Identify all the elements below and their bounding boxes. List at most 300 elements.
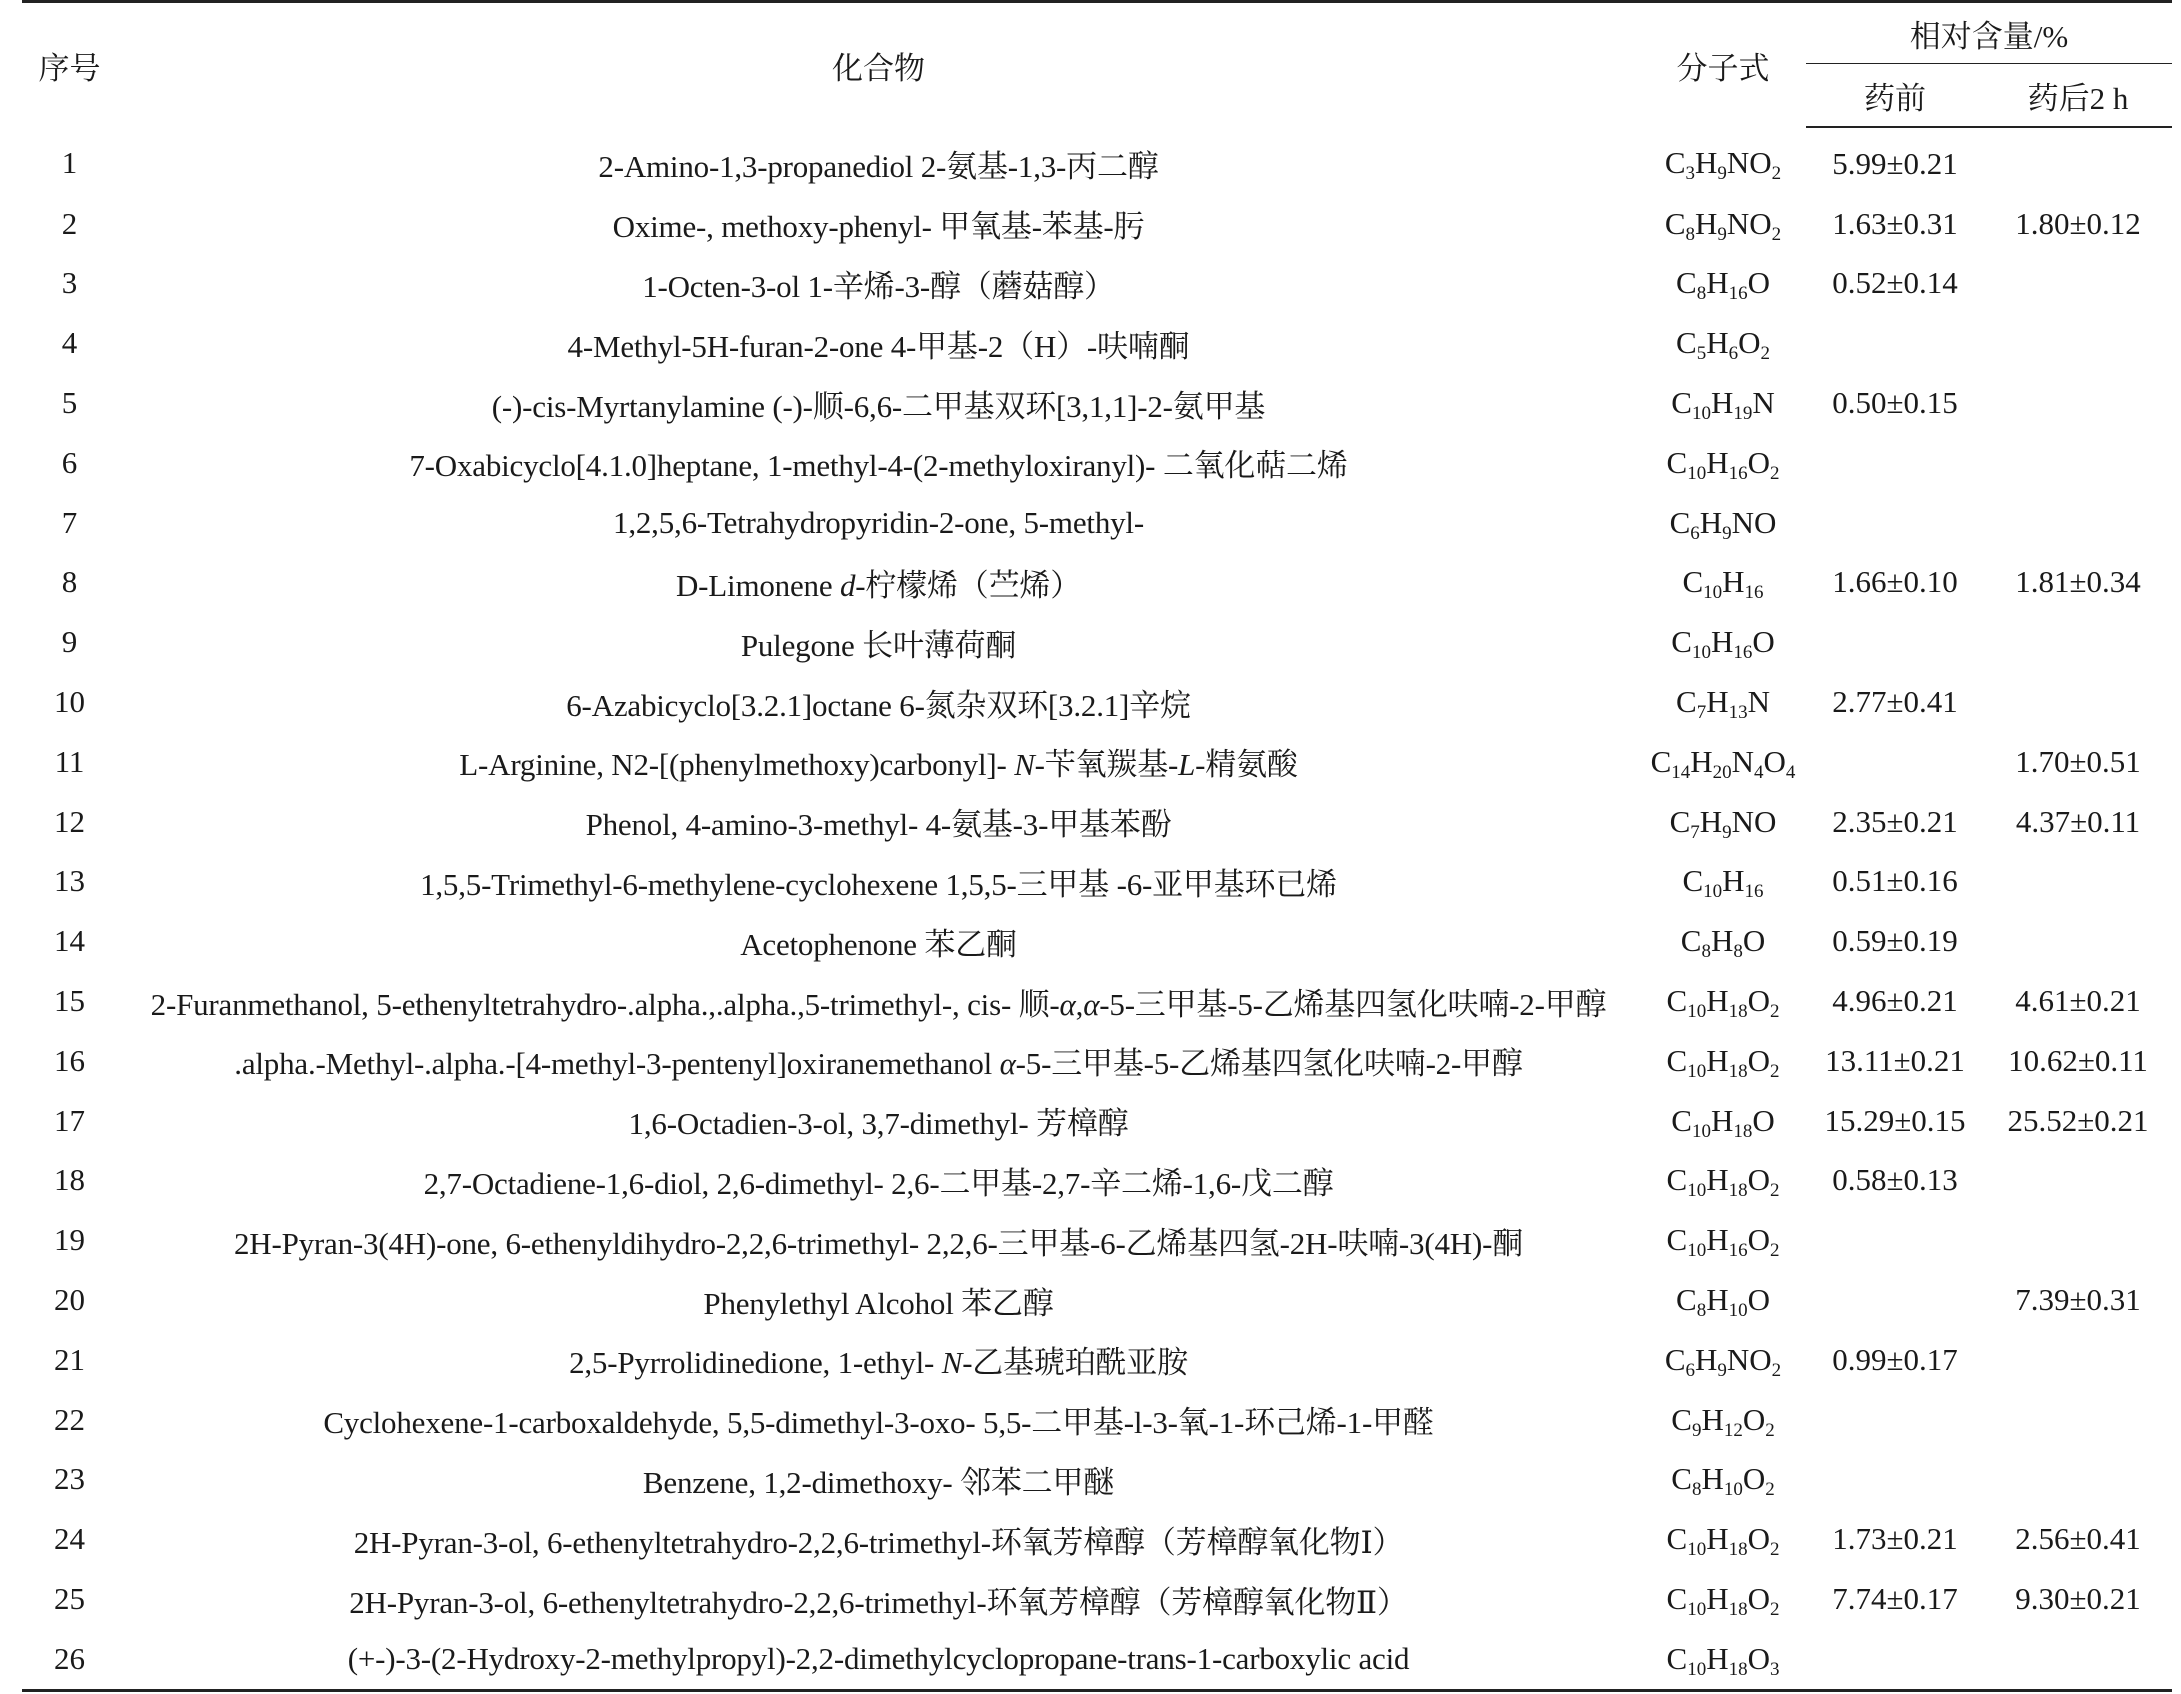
- compound-name-text: 2H-Pyran-3-ol, 6-ethenyltetrahydro-2,2,6-trimethyl-环氧芳樟醇（芳樟醇氧化物Ⅰ）: [353, 1524, 1404, 1560]
- formula-element: C: [1666, 983, 1688, 1019]
- compound-name-text: 1-Octen-3-ol 1-辛烯-3-醇（蘑菇醇）: [642, 268, 1115, 304]
- compound-name-text: Benzene, 1,2-dimethoxy- 邻苯二甲醚: [642, 1464, 1115, 1500]
- compound-name-text: -苄氧羰基-: [1034, 747, 1179, 783]
- formula-element: H: [1701, 1401, 1724, 1437]
- compound-name-text: Cyclohexene-1-carboxaldehyde, 5,5-dimethyl-3-oxo- 5,5-二甲基-l-3-氧-1-环己烯-1-甲醛: [323, 1405, 1434, 1441]
- compound-name-text: -精氨酸: [1195, 747, 1298, 783]
- compound-name-italic: N: [941, 1345, 963, 1381]
- compound-name-text: 2-Furanmethanol, 5-ethenyltetrahydro-.alpha.,.alpha.,5-trimethyl-, cis- 顺-: [150, 986, 1060, 1022]
- formula-subscript: 6: [1728, 343, 1739, 365]
- molecular-formula: [1640, 493, 1806, 553]
- molecular-formula: [1640, 732, 1806, 792]
- content-after: [1984, 1450, 2172, 1510]
- formula-subscript: 16: [1728, 283, 1748, 305]
- formula-element: C: [1666, 1640, 1688, 1676]
- formula-subscript: 18: [1728, 1180, 1748, 1202]
- table-row: [22, 493, 2172, 553]
- content-before: 1.63±0.31: [1832, 205, 1958, 241]
- table-row: [22, 1629, 2172, 1690]
- content-before: 7.74±0.17: [1832, 1581, 1958, 1617]
- formula-element: O: [1747, 444, 1770, 480]
- content-after: 7.39±0.31: [2015, 1282, 2141, 1318]
- molecular-formula: [1640, 672, 1806, 732]
- table-row: [22, 1330, 2172, 1390]
- compound-name-text: 7-Oxabicyclo[4.1.0]heptane, 1-methyl-4-(2-methyloxiranyl)- 二氧化萜二烯: [409, 448, 1348, 484]
- formula-subscript: 9: [1717, 223, 1727, 245]
- molecular-formula: [1640, 612, 1806, 672]
- content-after: 1.70±0.51: [2015, 743, 2141, 779]
- formula-element: C: [1669, 504, 1691, 540]
- content-before: [1806, 732, 1984, 792]
- formula-element: NO: [1726, 1341, 1772, 1377]
- molecular-formula: [1640, 1091, 1806, 1151]
- formula-element: C: [1666, 1222, 1688, 1258]
- row-number: 2: [61, 205, 78, 241]
- formula-element: H: [1710, 624, 1734, 660]
- formula-element: H: [1699, 803, 1723, 839]
- compound-name-text: 1,5,5-Trimethyl-6-methylene-cyclohexene 1,5,5-三甲基 -6-亚甲基环已烯: [420, 866, 1337, 902]
- compound-name-text: -5-三甲基-5-乙烯基四氢化呋喃-2-甲醇: [1099, 986, 1607, 1022]
- content-before: 0.50±0.15: [1832, 385, 1958, 421]
- formula-subscript: 4: [1785, 761, 1796, 783]
- row-number: 11: [54, 743, 85, 779]
- formula-subscript: 10: [1687, 1240, 1707, 1262]
- content-after: [1984, 1330, 2172, 1390]
- molecular-formula: [1640, 254, 1806, 314]
- formula-subscript: 8: [1701, 941, 1711, 963]
- compound-name: [117, 612, 1640, 672]
- compound-name: [117, 127, 1640, 194]
- compound-name: [117, 1569, 1640, 1629]
- formula-subscript: 9: [1717, 163, 1727, 185]
- content-after: [1984, 127, 2172, 194]
- formula-subscript: 10: [1687, 462, 1707, 484]
- molecular-formula: [1640, 1270, 1806, 1330]
- content-before: 4.96±0.21: [1832, 983, 1958, 1019]
- content-before: [1806, 612, 1984, 672]
- formula-subscript: 8: [1696, 283, 1707, 305]
- compound-name-text: -5-三甲基-5-乙烯基四氢化呋喃-2-甲醇: [1015, 1046, 1523, 1082]
- formula-element: N: [1747, 684, 1770, 720]
- formula-element: H: [1690, 743, 1713, 779]
- formula-element: N: [1752, 385, 1775, 421]
- compound-name-text: ,: [1075, 986, 1084, 1022]
- formula-subscript: 2: [1769, 1599, 1780, 1621]
- formula-subscript: 10: [1687, 1658, 1707, 1680]
- formula-element: C: [1664, 205, 1686, 241]
- formula-subscript: 10: [1703, 582, 1723, 604]
- compound-name-italic: α: [1083, 986, 1100, 1022]
- formula-subscript: 2: [1760, 343, 1770, 365]
- formula-element: NO: [1726, 205, 1772, 241]
- row-number: 26: [22, 1629, 117, 1690]
- formula-element: O: [1752, 1102, 1775, 1138]
- formula-subscript: 8: [1685, 223, 1695, 245]
- header-compound: 化合物: [117, 2, 1640, 128]
- compound-name-italic: d: [839, 567, 856, 603]
- formula-element: H: [1706, 983, 1729, 1019]
- compound-name: [117, 1390, 1640, 1450]
- table-row: [22, 433, 2172, 493]
- row-number: 6: [61, 444, 78, 480]
- formula-element: H: [1706, 1042, 1729, 1078]
- compound-name: [117, 1629, 1640, 1690]
- molecular-formula: [1640, 1509, 1806, 1569]
- content-before: 0.52±0.14: [1832, 265, 1958, 301]
- formula-element: O: [1763, 743, 1786, 779]
- formula-subscript: 2: [1769, 1180, 1780, 1202]
- molecular-formula: [1640, 373, 1806, 433]
- content-after: 9.30±0.21: [2015, 1581, 2141, 1617]
- content-after: [1984, 911, 2172, 971]
- formula-element: H: [1706, 325, 1729, 361]
- formula-subscript: 16: [1728, 462, 1748, 484]
- content-before: [1806, 433, 1984, 493]
- formula-element: C: [1682, 863, 1704, 899]
- row-number: 22: [54, 1401, 85, 1437]
- formula-element: H: [1706, 265, 1729, 301]
- compound-name-italic: α: [999, 1046, 1016, 1082]
- formula-subscript: 10: [1691, 403, 1711, 425]
- formula-subscript: 2: [1771, 223, 1782, 245]
- formula-element: O: [1747, 1162, 1770, 1198]
- formula-element: H: [1706, 1282, 1729, 1318]
- formula-element: O: [1738, 325, 1761, 361]
- formula-element: H: [1699, 504, 1723, 540]
- formula-element: C: [1671, 624, 1692, 660]
- formula-subscript: 20: [1712, 761, 1732, 783]
- compound-name: [117, 911, 1640, 971]
- formula-element: H: [1722, 863, 1745, 899]
- compound-name: [117, 732, 1640, 792]
- table-row: [22, 1270, 2172, 1330]
- compound-name: [117, 254, 1640, 314]
- compound-name: [117, 1270, 1640, 1330]
- formula-element: C: [1671, 1401, 1692, 1437]
- row-number: 9: [61, 624, 78, 660]
- formula-subscript: 12: [1723, 1419, 1743, 1441]
- formula-subscript: 9: [1717, 1359, 1727, 1381]
- table-row: [22, 852, 2172, 912]
- formula-subscript: 2: [1771, 163, 1782, 185]
- table-row: [22, 1151, 2172, 1211]
- row-number: 24: [54, 1521, 85, 1557]
- formula-subscript: 18: [1728, 1060, 1748, 1082]
- table-row: [22, 127, 2172, 194]
- compound-name-text: 1,6-Octadien-3-ol, 3,7-dimethyl- 芳樟醇: [628, 1106, 1129, 1142]
- formula-subscript: 10: [1723, 1479, 1743, 1501]
- formula-element: C: [1676, 1282, 1697, 1318]
- formula-element: C: [1669, 803, 1691, 839]
- formula-element: H: [1710, 385, 1734, 421]
- formula-subscript: 10: [1703, 881, 1723, 903]
- formula-element: O: [1747, 1640, 1770, 1676]
- formula-subscript: 19: [1733, 403, 1753, 425]
- content-before: 2.35±0.21: [1832, 803, 1958, 839]
- formula-element: O: [1747, 1581, 1770, 1617]
- formula-subscript: 9: [1722, 522, 1732, 544]
- formula-element: O: [1742, 1401, 1766, 1437]
- molecular-formula: [1640, 1569, 1806, 1629]
- formula-element: C: [1666, 444, 1688, 480]
- header-relative-content: 相对含量/%: [1806, 2, 2172, 64]
- table-row: [22, 1569, 2172, 1629]
- compound-name-text: Phenol, 4-amino-3-methyl- 4-氨基-3-甲基苯酚: [585, 807, 1172, 843]
- formula-subscript: 10: [1691, 642, 1711, 664]
- compound-name: [117, 553, 1640, 613]
- formula-element: NO: [1731, 803, 1777, 839]
- content-after: 4.37±0.11: [2015, 803, 2141, 839]
- compound-name-text: 6-Azabicyclo[3.2.1]octane 6-氮杂双环[3.2.1]辛烷: [566, 687, 1191, 723]
- molecular-formula: [1640, 792, 1806, 852]
- header-after: 药后2 h: [1984, 64, 2172, 128]
- compound-name-italic: α: [1059, 986, 1076, 1022]
- formula-subscript: 7: [1690, 821, 1700, 843]
- content-before: [1806, 493, 1984, 553]
- formula-element: C: [1671, 1461, 1692, 1497]
- compound-name-italic: N: [1014, 747, 1035, 783]
- content-before: [1806, 1390, 1984, 1450]
- compound-name: [117, 852, 1640, 912]
- compound-name: [117, 1210, 1640, 1270]
- formula-subscript: 10: [1687, 1060, 1707, 1082]
- formula-element: H: [1710, 923, 1734, 959]
- molecular-formula: [1640, 971, 1806, 1031]
- content-after: [1984, 612, 2172, 672]
- compound-name: [117, 1091, 1640, 1151]
- row-number: 16: [54, 1042, 85, 1078]
- formula-subscript: 9: [1722, 821, 1732, 843]
- formula-subscript: 18: [1733, 1120, 1753, 1142]
- formula-element: H: [1710, 1102, 1734, 1138]
- content-after: [1984, 1629, 2172, 1690]
- compound-name-text: -乙基琥珀酰亚胺: [962, 1345, 1188, 1381]
- row-number: 12: [54, 803, 85, 839]
- formula-element: O: [1752, 624, 1775, 660]
- compound-name-text: 2,5-Pyrrolidinedione, 1-ethyl-: [569, 1345, 942, 1381]
- compound-name: [117, 792, 1640, 852]
- formula-element: C: [1676, 265, 1697, 301]
- content-before: 0.58±0.13: [1832, 1162, 1958, 1198]
- formula-subscript: 2: [1769, 1001, 1780, 1023]
- molecular-formula: [1640, 1031, 1806, 1091]
- molecular-formula: [1640, 1629, 1806, 1690]
- formula-element: C: [1666, 1581, 1688, 1617]
- formula-element: H: [1695, 1341, 1718, 1377]
- content-before: 15.29±0.15: [1824, 1102, 1966, 1138]
- formula-subscript: 2: [1769, 1060, 1780, 1082]
- formula-element: O: [1742, 923, 1766, 959]
- molecular-formula: [1640, 127, 1806, 194]
- formula-subscript: 16: [1728, 1240, 1748, 1262]
- content-before: [1806, 1210, 1984, 1270]
- formula-subscript: 3: [1769, 1658, 1780, 1680]
- formula-subscript: 10: [1687, 1001, 1707, 1023]
- formula-element: H: [1695, 205, 1718, 241]
- formula-element: C: [1664, 145, 1686, 181]
- formula-subscript: 10: [1691, 1120, 1711, 1142]
- compound-name-text: 4-Methyl-5H-furan-2-one 4-甲基-2（H）-呋喃酮: [567, 328, 1190, 364]
- row-number: 14: [54, 923, 85, 959]
- formula-element: C: [1671, 1102, 1692, 1138]
- row-number: 10: [54, 684, 85, 720]
- content-after: 2.56±0.41: [2015, 1521, 2141, 1557]
- formula-element: H: [1706, 1162, 1729, 1198]
- table-row: [22, 194, 2172, 254]
- compound-name-text: Oxime-, methoxy-phenyl- 甲氧基-苯基-肟: [612, 209, 1145, 245]
- table-row: [22, 911, 2172, 971]
- table-row: [22, 373, 2172, 433]
- formula-element: H: [1722, 564, 1745, 600]
- formula-element: NO: [1731, 504, 1777, 540]
- molecular-formula: [1640, 313, 1806, 373]
- table-body: [22, 127, 2172, 1690]
- formula-subscript: 5: [1696, 343, 1707, 365]
- formula-element: C: [1666, 1521, 1688, 1557]
- compound-name: [117, 672, 1640, 732]
- formula-subscript: 7: [1696, 702, 1707, 724]
- formula-subscript: 8: [1733, 941, 1743, 963]
- compound-name-text: Acetophenone 苯乙酮: [740, 926, 1017, 962]
- formula-subscript: 14: [1671, 761, 1691, 783]
- formula-element: O: [1747, 1521, 1770, 1557]
- formula-element: H: [1706, 1222, 1729, 1258]
- content-before: [1806, 1270, 1984, 1330]
- content-before: 5.99±0.21: [1832, 145, 1958, 181]
- formula-element: C: [1671, 385, 1692, 421]
- formula-element: H: [1706, 444, 1729, 480]
- formula-element: C: [1650, 743, 1672, 779]
- content-after: [1984, 313, 2172, 373]
- row-number: 21: [54, 1341, 85, 1377]
- compound-name: [117, 194, 1640, 254]
- compound-name: [117, 1450, 1640, 1510]
- formula-element: O: [1742, 1461, 1766, 1497]
- content-after: [1984, 493, 2172, 553]
- content-after: [1984, 373, 2172, 433]
- formula-subscript: 10: [1728, 1300, 1748, 1322]
- table-row: [22, 553, 2172, 613]
- compound-name-text: 2H-Pyran-3-ol, 6-ethenyltetrahydro-2,2,6-trimethyl-环氧芳樟醇（芳樟醇氧化物Ⅱ）: [349, 1584, 1408, 1620]
- compound-name: [117, 493, 1640, 553]
- table-row: [22, 732, 2172, 792]
- table-row: [22, 1210, 2172, 1270]
- content-after: 4.61±0.21: [2015, 983, 2141, 1019]
- table-row: [22, 254, 2172, 314]
- formula-subscript: 3: [1685, 163, 1695, 185]
- compound-name-text: 2,7-Octadiene-1,6-diol, 2,6-dimethyl- 2,6-二甲基-2,7-辛二烯-1,6-戊二醇: [423, 1165, 1334, 1201]
- row-number: 19: [54, 1222, 85, 1258]
- compound-name-text: 2-Amino-1,3-propanediol 2-氨基-1,3-丙二醇: [598, 148, 1159, 184]
- formula-element: C: [1676, 684, 1697, 720]
- compound-name-text: -柠檬烯（苎烯）: [855, 567, 1081, 603]
- row-number: 3: [61, 265, 78, 301]
- formula-element: H: [1706, 1581, 1729, 1617]
- compound-name: [117, 1509, 1640, 1569]
- formula-subscript: 9: [1691, 1419, 1702, 1441]
- content-after: [1984, 254, 2172, 314]
- formula-subscript: 8: [1691, 1479, 1702, 1501]
- formula-element: H: [1701, 1461, 1724, 1497]
- formula-subscript: 18: [1728, 1001, 1748, 1023]
- formula-element: H: [1706, 684, 1729, 720]
- table-row: [22, 1091, 2172, 1151]
- molecular-formula: [1640, 911, 1806, 971]
- compound-name: [117, 433, 1640, 493]
- molecular-formula: [1640, 553, 1806, 613]
- table-row: [22, 313, 2172, 373]
- content-before: 13.11±0.21: [1825, 1042, 1965, 1078]
- table-row: [22, 1390, 2172, 1450]
- header-before: 药前: [1806, 64, 1984, 128]
- formula-element: H: [1695, 145, 1718, 181]
- formula-subscript: 2: [1765, 1479, 1775, 1501]
- molecular-formula: [1640, 194, 1806, 254]
- formula-subscript: 2: [1769, 1539, 1780, 1561]
- table-header: [22, 2, 2172, 128]
- formula-element: H: [1706, 1521, 1729, 1557]
- formula-element: C: [1666, 1042, 1688, 1078]
- formula-element: O: [1747, 1282, 1770, 1318]
- content-after: [1984, 1210, 2172, 1270]
- formula-subscript: 2: [1769, 462, 1780, 484]
- formula-subscript: 10: [1687, 1599, 1707, 1621]
- content-after: [1984, 852, 2172, 912]
- content-before: 0.51±0.16: [1832, 863, 1958, 899]
- compound-table: [22, 0, 2172, 1692]
- content-after: 1.80±0.12: [2015, 205, 2141, 241]
- formula-element: NO: [1726, 145, 1772, 181]
- compound-name: [117, 1151, 1640, 1211]
- content-before: [1806, 313, 1984, 373]
- formula-element: O: [1747, 265, 1770, 301]
- compound-name-text: Pulegone 长叶薄荷酮: [740, 627, 1017, 663]
- molecular-formula: [1640, 1330, 1806, 1390]
- content-after: 25.52±0.21: [2007, 1102, 2149, 1138]
- table-row: [22, 1509, 2172, 1569]
- row-number: 1: [61, 145, 78, 181]
- molecular-formula: [1640, 1390, 1806, 1450]
- formula-subscript: 6: [1690, 522, 1700, 544]
- row-number: 7: [61, 504, 78, 540]
- formula-subscript: 18: [1728, 1539, 1748, 1561]
- content-after: 1.81±0.34: [2015, 564, 2141, 600]
- formula-subscript: 2: [1771, 1359, 1782, 1381]
- molecular-formula: [1640, 1210, 1806, 1270]
- table-row: [22, 971, 2172, 1031]
- compound-name: [117, 313, 1640, 373]
- content-after: [1984, 1151, 2172, 1211]
- formula-subscript: 16: [1744, 881, 1764, 903]
- row-number: 15: [54, 983, 85, 1019]
- content-after: [1984, 672, 2172, 732]
- compound-name-text: .alpha.-Methyl-.alpha.-[4-methyl-3-pentenyl]oxiranemethanol: [234, 1046, 1000, 1082]
- formula-element: C: [1664, 1341, 1686, 1377]
- molecular-formula: [1640, 1151, 1806, 1211]
- formula-element: C: [1680, 923, 1702, 959]
- formula-element: C: [1666, 1162, 1688, 1198]
- compound-name: [117, 971, 1640, 1031]
- content-before: 2.77±0.41: [1832, 684, 1958, 720]
- row-number: 20: [54, 1282, 85, 1318]
- compound-name-text: Phenylethyl Alcohol 苯乙醇: [703, 1285, 1054, 1321]
- content-after: [1984, 1390, 2172, 1450]
- formula-subscript: 2: [1769, 1240, 1780, 1262]
- compound-name-text: L-Arginine, N2-[(phenylmethoxy)carbonyl]-: [459, 747, 1015, 783]
- formula-subscript: 18: [1728, 1658, 1748, 1680]
- formula-element: H: [1706, 1640, 1729, 1676]
- formula-subscript: 8: [1696, 1300, 1707, 1322]
